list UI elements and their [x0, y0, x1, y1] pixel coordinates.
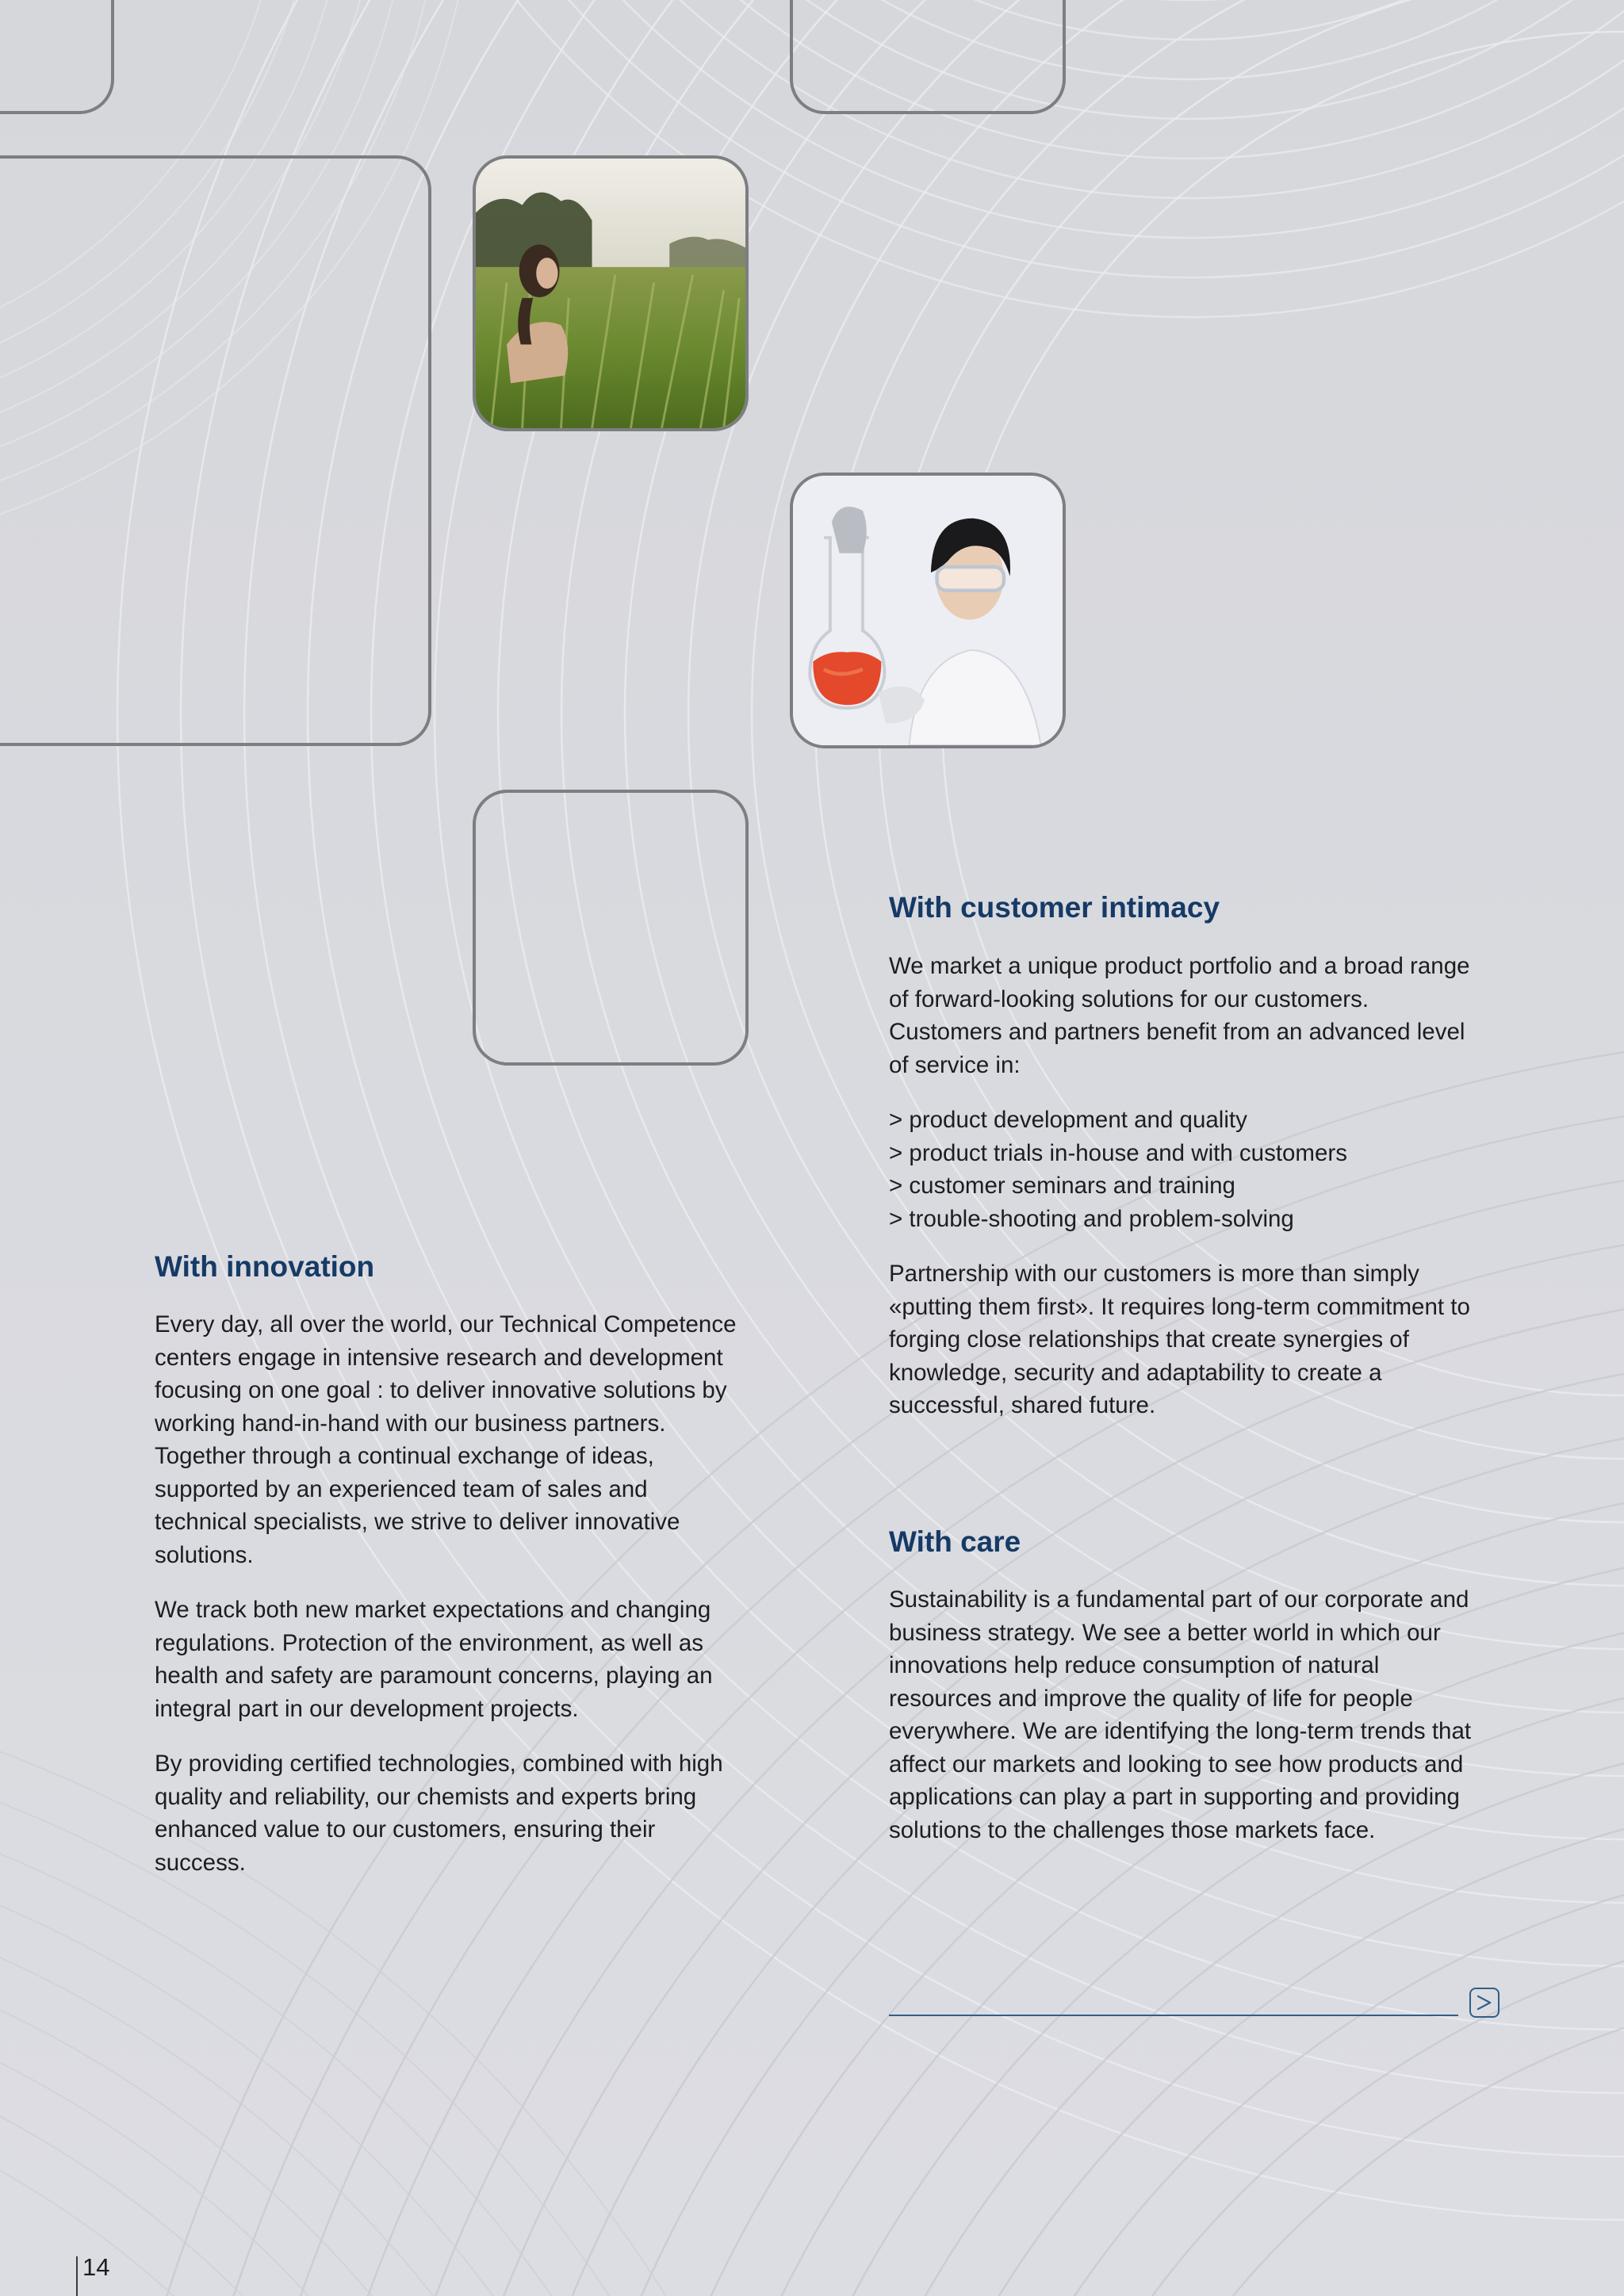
- next-page-button[interactable]: [1469, 1988, 1500, 2018]
- customer-intimacy-intro: We market a unique product portfolio and a broad range of forward-looking solutions for our customers. Customers and partners benefit from an advanced level of service in:: [889, 953, 1470, 1078]
- care-paragraph: Sustainability is a fundamental part of our corporate and business strategy. We see a better world in which our innovations help reduce consumption of natural resources and improve the quality of life for people everywhere. We are identifying the long-term trends that affect our markets and looking to see how products and applications can play a part in supporting and providing solutions to the challenges those markets face.: [889, 1586, 1472, 1843]
- list-item: > product trials in-house and with customers: [889, 1139, 1347, 1166]
- frame-top-left: [0, 0, 114, 114]
- chevron-right-icon: [1471, 1989, 1498, 2016]
- section-divider: [889, 2015, 1458, 2016]
- page-number: 14: [82, 2253, 110, 2281]
- customer-intimacy-closing: Partnership with our customers is more than simply «putting them first». It requires long-term commitment to forging close relationships that create synergies of knowledge, security and adaptability to create a successful, shared future.: [889, 1261, 1470, 1418]
- care-text: [889, 1583, 1476, 1869]
- scientist-with-flask-photo: [790, 473, 1066, 748]
- customer-intimacy-text: [889, 950, 1476, 1445]
- list-item: > customer seminars and training: [889, 1173, 1235, 1199]
- list-item: > trouble-shooting and problem-solving: [889, 1205, 1294, 1232]
- frame-empty-center: [473, 790, 749, 1066]
- service-list: [889, 1104, 1476, 1235]
- customer-intimacy-heading: With customer intimacy: [889, 891, 1220, 924]
- innovation-paragraph: By providing certified technologies, combined with high quality and reliability, our chemists and experts bring enhanced value to our customers, ensuring their success.: [155, 1751, 723, 1876]
- care-heading: With care: [889, 1525, 1021, 1558]
- list-item: > product development and quality: [889, 1107, 1247, 1133]
- frame-top-center: [790, 0, 1066, 114]
- innovation-text: [155, 1308, 741, 1901]
- innovation-heading: With innovation: [155, 1250, 375, 1283]
- woman-in-wheat-field-photo: [473, 155, 749, 431]
- innovation-paragraph: Every day, all over the world, our Technical Competence centers engage in intensive research and development focusing on one goal : to deliver innovative solutions by working hand-in-hand with our business partners. Together through a continual exchange of ideas, supported by an experienced team of sales and technical specialists, we strive to deliver innovative solutions.: [155, 1311, 737, 1568]
- innovation-paragraph: We track both new market expectations and changing regulations. Protection of the environment, as well as health and safety are paramount concerns, playing an integral part in our development projects.: [155, 1597, 713, 1722]
- page-number-marker: [76, 2256, 78, 2296]
- frame-large-left: [0, 155, 431, 746]
